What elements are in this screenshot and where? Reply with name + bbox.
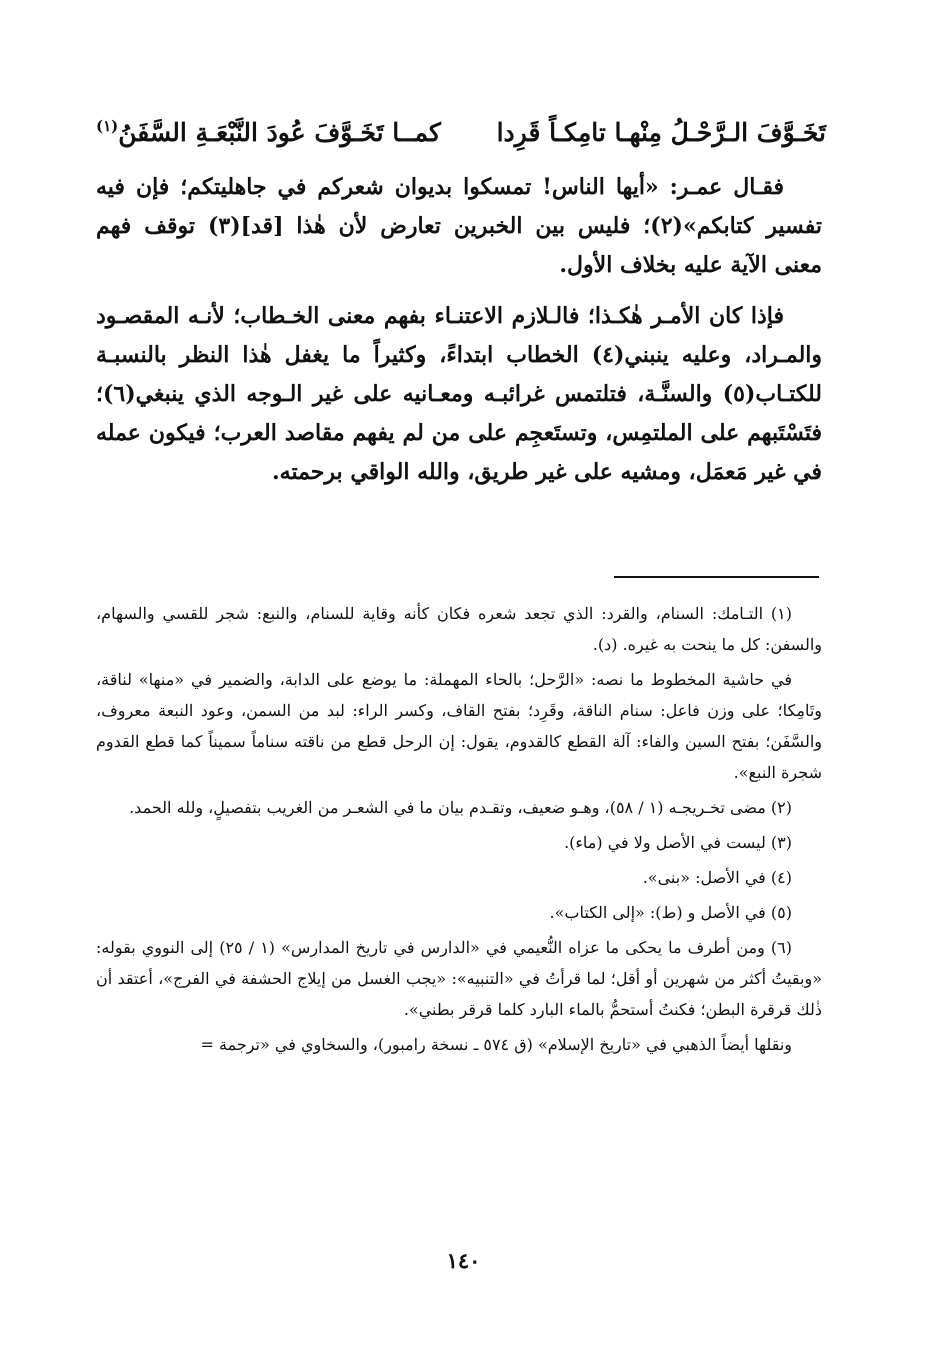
verse-second-hemistich <box>96 117 441 146</box>
footnote-4: (٤) في الأصل: «بنى». <box>642 868 792 887</box>
footnote-6: (٦) ومن أطرف ما يحكى ما عزاه النُّعيمي في «الدارس في تاريخ المدارس» (١ / ٢٥) إلى النووي بقوله: «وبقيتُ أكثر من شهرين أو أقل؛ لما قرأتُ في «التنبيه»: «يجب الغسل من إيلاج الحشفة في الفرج»، أعتقد أن ذٰلك قرقرة البطن؛ فكنتُ أستحمُّ بالماء البارد كلما قرقر بطني». <box>96 938 822 1019</box>
paragraph-1: فقـال عمـر: «أيها الناس! تمسكوا بديوان شعركم في جاهليتكم؛ فإن فيه تفسير كتابكم»(٢)؛ فليس بين الخبرين تعارض لأن هٰذا [قد](٣) توقف فهم معنى الآية عليه بخلاف الأول. <box>96 174 823 278</box>
footnote-1: (١) التـامك: السنام، والقرد: الذي تجعد شعره فكان كأنه وقاية للسنام، والنبع: شجر للقسي والسهام، والسفن: كل ما ينحت به غيره. (د). <box>96 604 822 654</box>
footnote-separator <box>614 576 819 578</box>
footnote-3: (٣) ليست في الأصل ولا في (ماء). <box>564 833 792 852</box>
page-number: ١٤٠ <box>446 1248 481 1273</box>
verse-footnote-ref: (١) <box>96 117 119 136</box>
verse-first-hemistich: تَخَـوَّفَ الـرَّحْـلُ مِنْهـا تامِكـاً قَرِدا <box>496 117 826 147</box>
footnote-5: (٥) في الأصل و (ط): «إلى الكتاب». <box>549 903 792 922</box>
footnote-2: (٢) مضى تخـريجـه (١ / ٥٨)، وهـو ضعيف، وتقـدم بيان ما في الشعـر من الغريب بتفصيلٍ، ولله الحمد. <box>129 798 792 817</box>
footnote-6-continued: ونقلها أيضاً الذهبي في «تاريخ الإسلام» (ق ٥٧٤ ـ نسخة رامبور)، والسخاوي في «ترجمة = <box>200 1035 792 1054</box>
footnote-1-margin-note: في حاشية المخطوط ما نصه: «الرَّحل؛ بالحاء المهملة: ما يوضع على الدابة، والضمير في «منها» لناقة، وتَامِكا؛ على وزن فاعل: سنام الناقة، وقَرِد؛ بفتح القاف، وكسر الراء: لبد من السمن، وعود النبعة معروف، والسَّفَن؛ بفتح السين والفاء: آلة القطع كالقدوم، يقول: إن الرحل قطع من ناقته سناماً سميناً كما قطع القدوم شجرة النبع». <box>96 670 822 782</box>
poetry-verse <box>96 108 826 156</box>
footnotes <box>96 598 822 1064</box>
verse-second-hemistich-text: كمــا تَخَـوَّفَ عُودَ النَّبْعَـةِ السَّفَنُ <box>118 117 441 147</box>
paragraph-2: فإذا كان الأمـر هٰكـذا؛ فالـلازم الاعتنـاء بفهم معنى الخـطاب؛ لأنـه المقصـود والمـراد، وعليه ينبني(٤) الخطاب ابتداءً، وكثيراً ما يغفل هٰذا النظر بالنسبـة للكتـاب(٥) والسنَّـة، فتلتمس غرائبـه ومعـانيه على غير الـوجه الذي ينبغي(٦)؛ فتَسْتَبهم على الملتمِس، وتستَعجِم على من لم يفهم مقاصد العرب؛ فيكون عمله في غير مَعمَل، ومشيه على غير طريق، والله الواقي برحمته. <box>96 303 823 485</box>
main-text <box>96 168 822 492</box>
